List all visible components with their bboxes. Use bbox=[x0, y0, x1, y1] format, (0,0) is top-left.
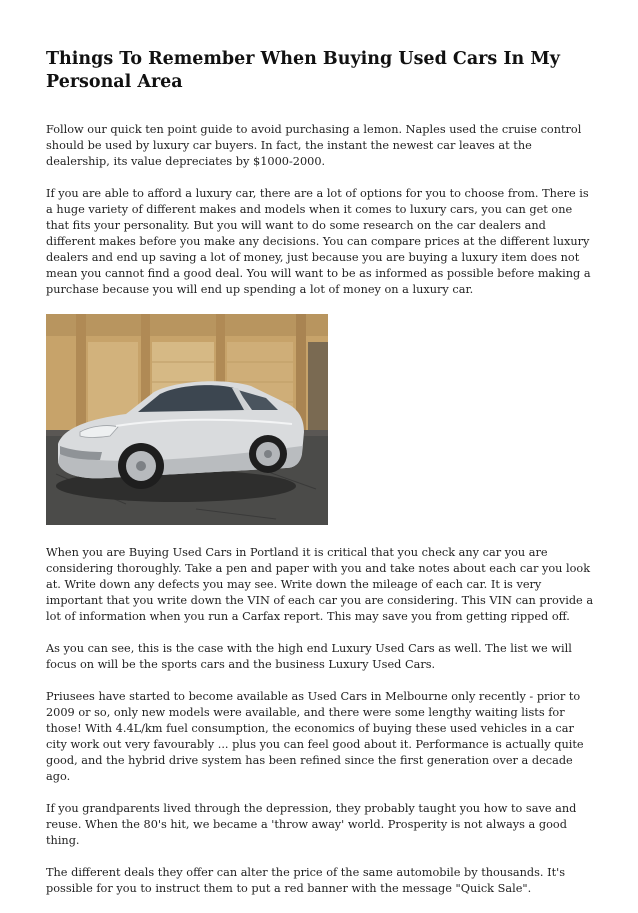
car-photo bbox=[46, 314, 328, 525]
paragraph-portland: When you are Buying Used Cars in Portland it is critical that you check any car you are considering thoroughly. Take a pen and paper with you and take notes about each car you look at. Write down any defects you may see. Write down the mileage of each car. It is very important that you write down the VIN of each car you are considering. This VIN can provide a lot of information when you run a Carfax report. This may save you from getting ripped off. bbox=[46, 546, 594, 623]
paragraph-luxury-options: If you are able to afford a luxury car, there are a lot of options for you to choose from. There is a huge variety of different makes and models when it comes to luxury cars, you can get one that fits your personality. But you will want to do some research on the car dealers and different makes before you make any decisions. You can compare prices at the different luxury dealers and end up saving a lot of money, just because you are buying a luxury item does not mean you cannot find a good deal. You will want to be as informed as possible before making a purchase because you will end up spending a lot of money on a luxury car. bbox=[46, 187, 591, 296]
paragraph-deals: The different deals they offer can alter the price of the same automobile by thousands. It's possible for you to instruct them to put a red banner with the message "Quick Sale". bbox=[46, 866, 566, 895]
paragraph-priusees: Priusees have started to become available as Used Cars in Melbourne only recently - prior to 2009 or so, only new models were available, and there were some lengthy waiting lists for those! With 4.4L/km fuel consumption, the economics of buying these used vehicles in a car city work out very favourably ... plus you can feel good about it. Performance is actually quite good, and the hybrid drive system has been refined since the first generation over a decade ago. bbox=[46, 690, 584, 783]
paragraph-intro: Follow our quick ten point guide to avoid purchasing a lemon. Naples used the cruise control should be used by luxury car buyers. In fact, the instant the newest car leaves at the dealership, its value depreciates by $1000-2000. bbox=[46, 123, 582, 168]
document-page bbox=[46, 48, 594, 913]
page-title: Things To Remember When Buying Used Cars In My Personal Area bbox=[46, 49, 560, 92]
car-photo-icon bbox=[46, 314, 328, 525]
paragraph-depression: If you grandparents lived through the depression, they probably taught you how to save and reuse. When the 80's hit, we became a 'throw away' world. Prosperity is not always a good thing. bbox=[46, 802, 577, 847]
paragraph-high-end: As you can see, this is the case with the high end Luxury Used Cars as well. The list we will focus on will be the sports cars and the business Luxury Used Cars. bbox=[46, 642, 572, 671]
